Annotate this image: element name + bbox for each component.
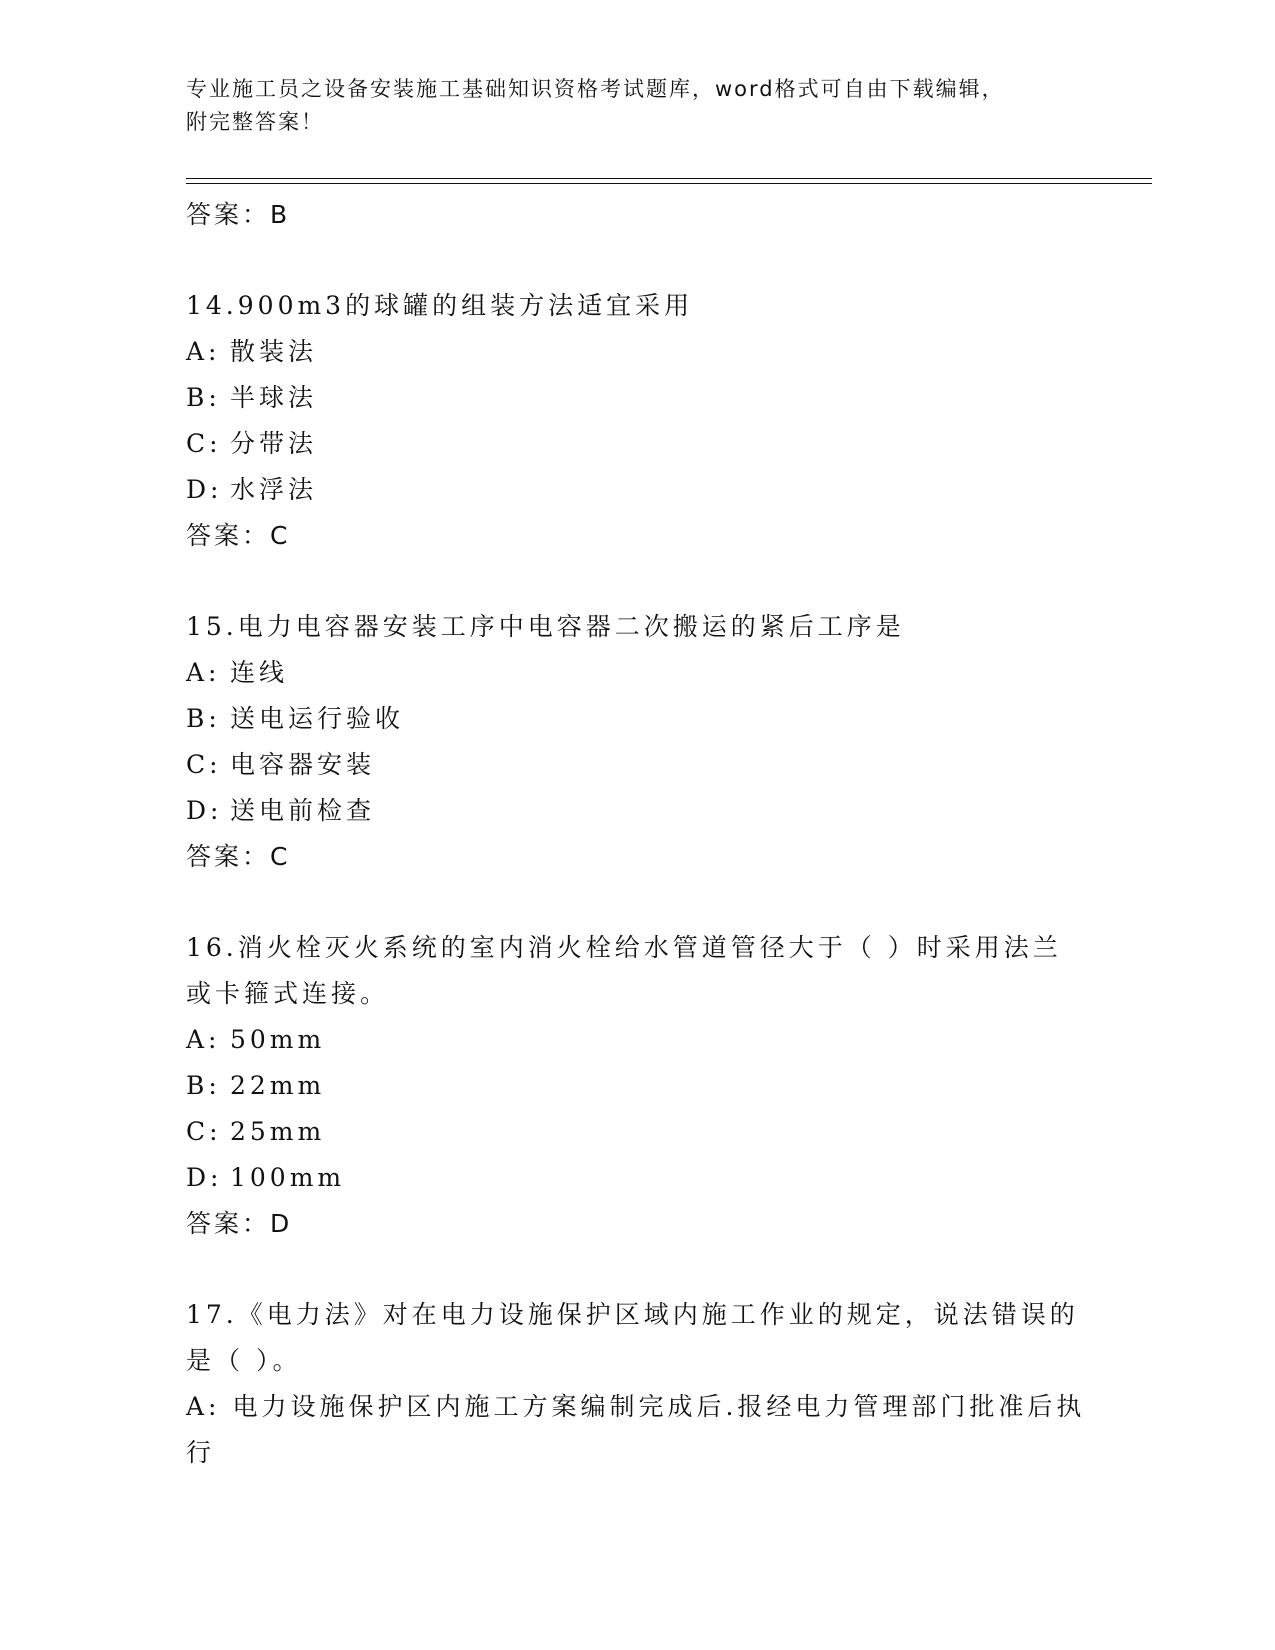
option-b	[186, 375, 1086, 421]
answer-label: 答案：	[186, 842, 271, 871]
option-letter: B:	[186, 704, 221, 733]
option-letter: A:	[186, 1392, 221, 1421]
option-d	[186, 467, 1086, 513]
option-text: 散装法	[230, 337, 318, 366]
option-letter: C:	[186, 429, 222, 458]
option-letter: D:	[186, 1163, 223, 1192]
answer-value: C	[270, 521, 291, 550]
question-stem: 17.《电力法》对在电力设施保护区域内施工作业的规定，说法错误的是（ ）。	[186, 1300, 1079, 1375]
option-d	[186, 1155, 1086, 1201]
option-text: 50mm	[230, 1025, 326, 1054]
option-a	[186, 650, 1086, 696]
option-letter: C:	[186, 750, 222, 779]
answer-value: C	[270, 842, 291, 871]
option-text: 100mm	[230, 1163, 346, 1192]
option-letter: C:	[186, 1117, 222, 1146]
answer-line	[186, 513, 1086, 558]
answer-line	[186, 192, 1086, 237]
document-header	[186, 73, 1066, 139]
question-block	[186, 1292, 1086, 1476]
option-c	[186, 1109, 1086, 1155]
question-block	[186, 925, 1086, 1246]
option-b	[186, 1063, 1086, 1109]
header-line-2: 附完整答案！	[186, 110, 324, 134]
answer-label: 答案：	[186, 1209, 271, 1238]
question-list	[186, 192, 1086, 1476]
answer-line	[186, 834, 1086, 879]
option-text: 连线	[230, 658, 289, 687]
option-letter: B:	[186, 1071, 221, 1100]
header-divider-bottom	[186, 183, 1152, 184]
question-stem: 15.电力电容器安装工序中电容器二次搬运的紧后工序是	[186, 612, 905, 641]
option-text: 电力设施保护区内施工方案编制完成后.报经电力管理部门批准后执行	[186, 1392, 1086, 1467]
question-block	[186, 604, 1086, 879]
header-line-1: 专业施工员之设备安装施工基础知识资格考试题库，word格式可自由下载编辑，	[186, 77, 1005, 101]
answer-label: 答案：	[186, 200, 271, 229]
answer-label: 答案：	[186, 521, 271, 550]
answer-line	[186, 1201, 1086, 1246]
option-a	[186, 329, 1086, 375]
option-c	[186, 421, 1086, 467]
option-text: 水浮法	[230, 475, 318, 504]
option-letter: D:	[186, 796, 223, 825]
option-d	[186, 788, 1086, 834]
option-text: 25mm	[230, 1117, 326, 1146]
header-divider-top	[186, 178, 1152, 179]
answer-value: D	[270, 1209, 293, 1238]
option-text: 分带法	[230, 429, 318, 458]
option-text: 送电前检查	[230, 796, 376, 825]
option-text: 电容器安装	[230, 750, 376, 779]
option-letter: A:	[186, 658, 221, 687]
option-letter: B:	[186, 383, 221, 412]
option-letter: A:	[186, 337, 221, 366]
question-block	[186, 283, 1086, 558]
option-text: 22mm	[230, 1071, 326, 1100]
option-a	[186, 1017, 1086, 1063]
question-stem: 14.900m3的球罐的组装方法适宜采用	[186, 291, 694, 320]
option-c	[186, 742, 1086, 788]
answer-value: B	[270, 200, 291, 229]
option-letter: D:	[186, 475, 223, 504]
question-stem: 16.消火栓灭火系统的室内消火栓给水管道管径大于（ ）时采用法兰或卡箍式连接。	[186, 933, 1062, 1008]
option-letter: A:	[186, 1025, 221, 1054]
option-a	[186, 1384, 1086, 1476]
option-b	[186, 696, 1086, 742]
option-text: 送电运行验收	[230, 704, 405, 733]
option-text: 半球法	[230, 383, 318, 412]
